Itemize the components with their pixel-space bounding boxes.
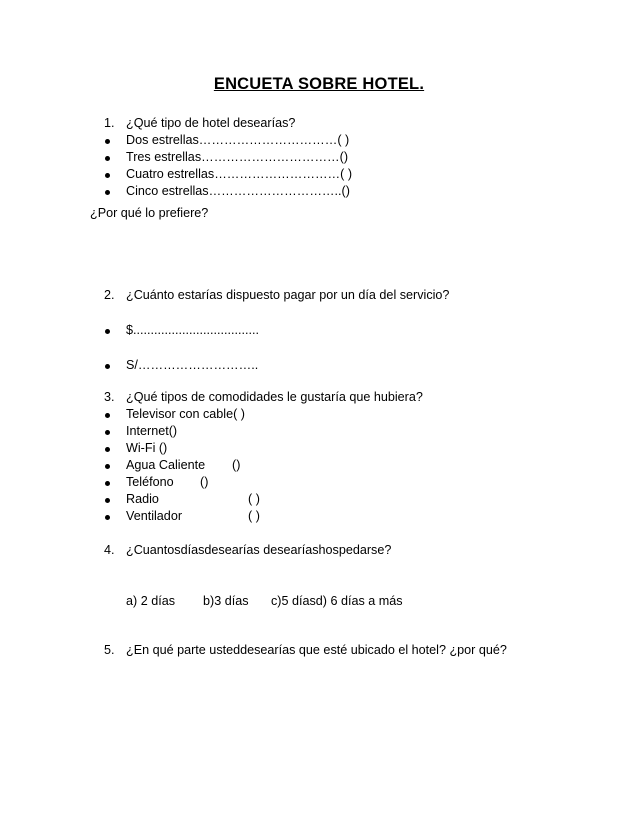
- q4-choice-c-d: c)5 díasd) 6 días a más: [271, 594, 403, 608]
- q5-number: 5.: [104, 643, 115, 657]
- q3-option-radio-mark: ( ): [248, 492, 260, 506]
- q3-text: ¿Qué tipos de comodidades le gustaría que hubiera?: [126, 390, 423, 404]
- q3-option-radio: Radio: [126, 492, 159, 506]
- q2-option-soles: S/………………………..: [126, 358, 259, 372]
- q1-option-4: Cinco estrellas…………………………..(): [126, 184, 350, 198]
- bullet-icon: [105, 447, 110, 452]
- bullet-icon: [105, 413, 110, 418]
- q1-option-1: Dos estrellas……………………………( ): [126, 133, 350, 147]
- q5-text: ¿En qué parte usteddesearías que esté ubicado el hotel? ¿por qué?: [126, 643, 507, 657]
- q4-text: ¿Cuantosdíasdesearías desearíashospedarse?: [126, 543, 392, 557]
- bullet-icon: [105, 364, 110, 369]
- q3-option-wifi: Wi-Fi (): [126, 441, 168, 455]
- q1-option-3: Cuatro estrellas…………………………( ): [126, 167, 353, 181]
- q3-option-internet: Internet(): [126, 424, 178, 438]
- q1-followup: ¿Por qué lo prefiere?: [90, 206, 209, 220]
- q1-option-2: Tres estrellas……………………………(): [126, 150, 349, 164]
- q1-text: ¿Qué tipo de hotel desearías?: [126, 116, 296, 130]
- bullet-icon: [105, 498, 110, 503]
- bullet-icon: [105, 139, 110, 144]
- q3-option-tv: Televisor con cable( ): [126, 407, 245, 421]
- q3-option-phone-mark: (): [200, 475, 209, 489]
- bullet-icon: [105, 173, 110, 178]
- bullet-icon: [105, 515, 110, 520]
- bullet-icon: [105, 156, 110, 161]
- q4-number: 4.: [104, 543, 115, 557]
- bullet-icon: [105, 464, 110, 469]
- q4-choice-a: a) 2 días: [126, 594, 176, 608]
- q2-text: ¿Cuánto estarías dispuesto pagar por un día del servicio?: [126, 288, 450, 302]
- q3-option-hot-water-mark: (): [232, 458, 241, 472]
- document-title: ENCUETA SOBRE HOTEL.: [213, 75, 425, 93]
- q2-option-dollars: $....................................: [126, 323, 259, 337]
- q3-option-fan-mark: ( ): [248, 509, 260, 523]
- bullet-icon: [105, 430, 110, 435]
- q3-option-hot-water: Agua Caliente: [126, 458, 206, 472]
- bullet-icon: [105, 329, 110, 334]
- bullet-icon: [105, 481, 110, 486]
- q3-number: 3.: [104, 390, 115, 404]
- q2-number: 2.: [104, 288, 115, 302]
- bullet-icon: [105, 190, 110, 195]
- q3-option-fan: Ventilador: [126, 509, 183, 523]
- q4-choice-b: b)3 días: [203, 594, 249, 608]
- q1-number: 1.: [104, 116, 115, 130]
- q3-option-phone: Teléfono: [126, 475, 174, 489]
